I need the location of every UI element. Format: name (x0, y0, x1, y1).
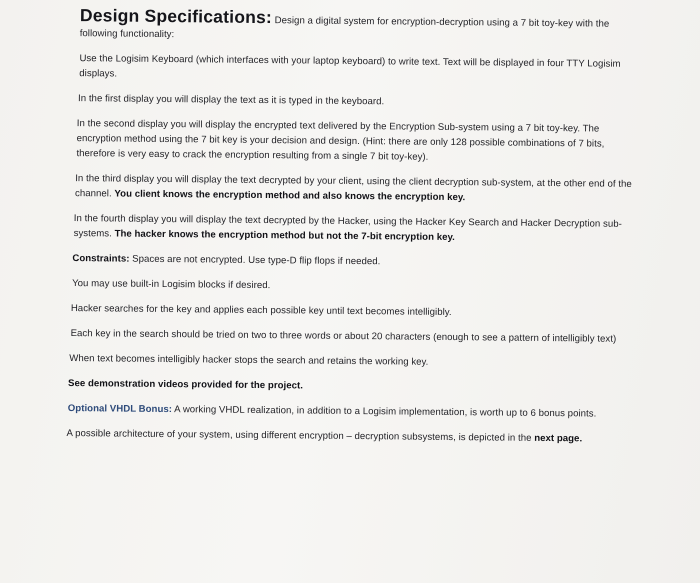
bonus-label: Optional VHDL Bonus: (67, 402, 173, 416)
paragraph-display-4 (74, 211, 633, 247)
display-3-text: In the third display you will display the text decrypted by your client, using the client decryption sub-system, at the other end of the channel. (74, 173, 632, 200)
paragraph-display-3 (75, 171, 633, 207)
paragraph-bonus (68, 401, 631, 422)
document-title: Design Specifications: (79, 5, 273, 28)
intro-text: Design a digital system for encryption-decryption using a 7 bit toy-key with the following functionality: (79, 15, 610, 41)
document-body (65, 5, 635, 457)
paragraph-hacker-search: Hacker searches for the key and applies each possible key until text becomes intelligibly. (70, 303, 452, 319)
paragraph-display-1: In the first display you will display the text as it is typed in the keyboard. (77, 93, 385, 108)
videos-bold: See demonstration videos provided for the project. (68, 378, 304, 392)
paragraph-search-words: Each key in the search should be tried on two to three words or about 20 characters (enough to see a pattern of intelligibly text) (70, 328, 617, 345)
paragraph-hacker-stops: When text becomes intelligibly hacker stops the search and retains the working key. (69, 353, 429, 368)
constraints-text: Spaces are not encrypted. Use type-D flip flops if needed. (129, 253, 381, 268)
paragraph-keyboard: Use the Logisim Keyboard (which interfaces with your laptop keyboard) to write text. Text will be displayed in four TTY Logisim displays. (79, 53, 621, 80)
bonus-text: A working VHDL realization, in addition to a Logisim implementation, is worth up to 6 bonus points. (171, 404, 597, 420)
paragraph-architecture (66, 426, 630, 447)
paragraph-builtin-blocks: You may use built-in Logisim blocks if desired. (72, 278, 271, 292)
display-3-bold: You client knows the encryption method and also knows the encryption key. (114, 188, 466, 204)
paragraph-display-2: In the second display you will display the encrypted text delivered by the Encryption Sub-system using a 7 bit toy-key. The encryption method using the 7 bit key is your decision and design. (Hint: there are only 128 possible combinations of 7 bits, therefore is very easy to crack the encryption resulting from a single 7 bit toy-key). (76, 118, 605, 163)
display-4-bold: The hacker knows the encryption method but not the 7-bit encryption key. (114, 228, 455, 244)
paragraph-videos (68, 376, 631, 397)
title-line (79, 5, 635, 47)
paragraph-constraints (72, 251, 632, 272)
display-4-text: In the fourth display you will display the text decrypted by the Hacker, using the Hacker Key Search and Hacker Decryption sub-systems. (73, 213, 622, 240)
architecture-bold: next page. (534, 432, 583, 445)
architecture-text: A possible architecture of your system, using different encryption – decryption subsystems, is depicted in the (66, 427, 535, 444)
constraints-label: Constraints: (72, 253, 130, 265)
